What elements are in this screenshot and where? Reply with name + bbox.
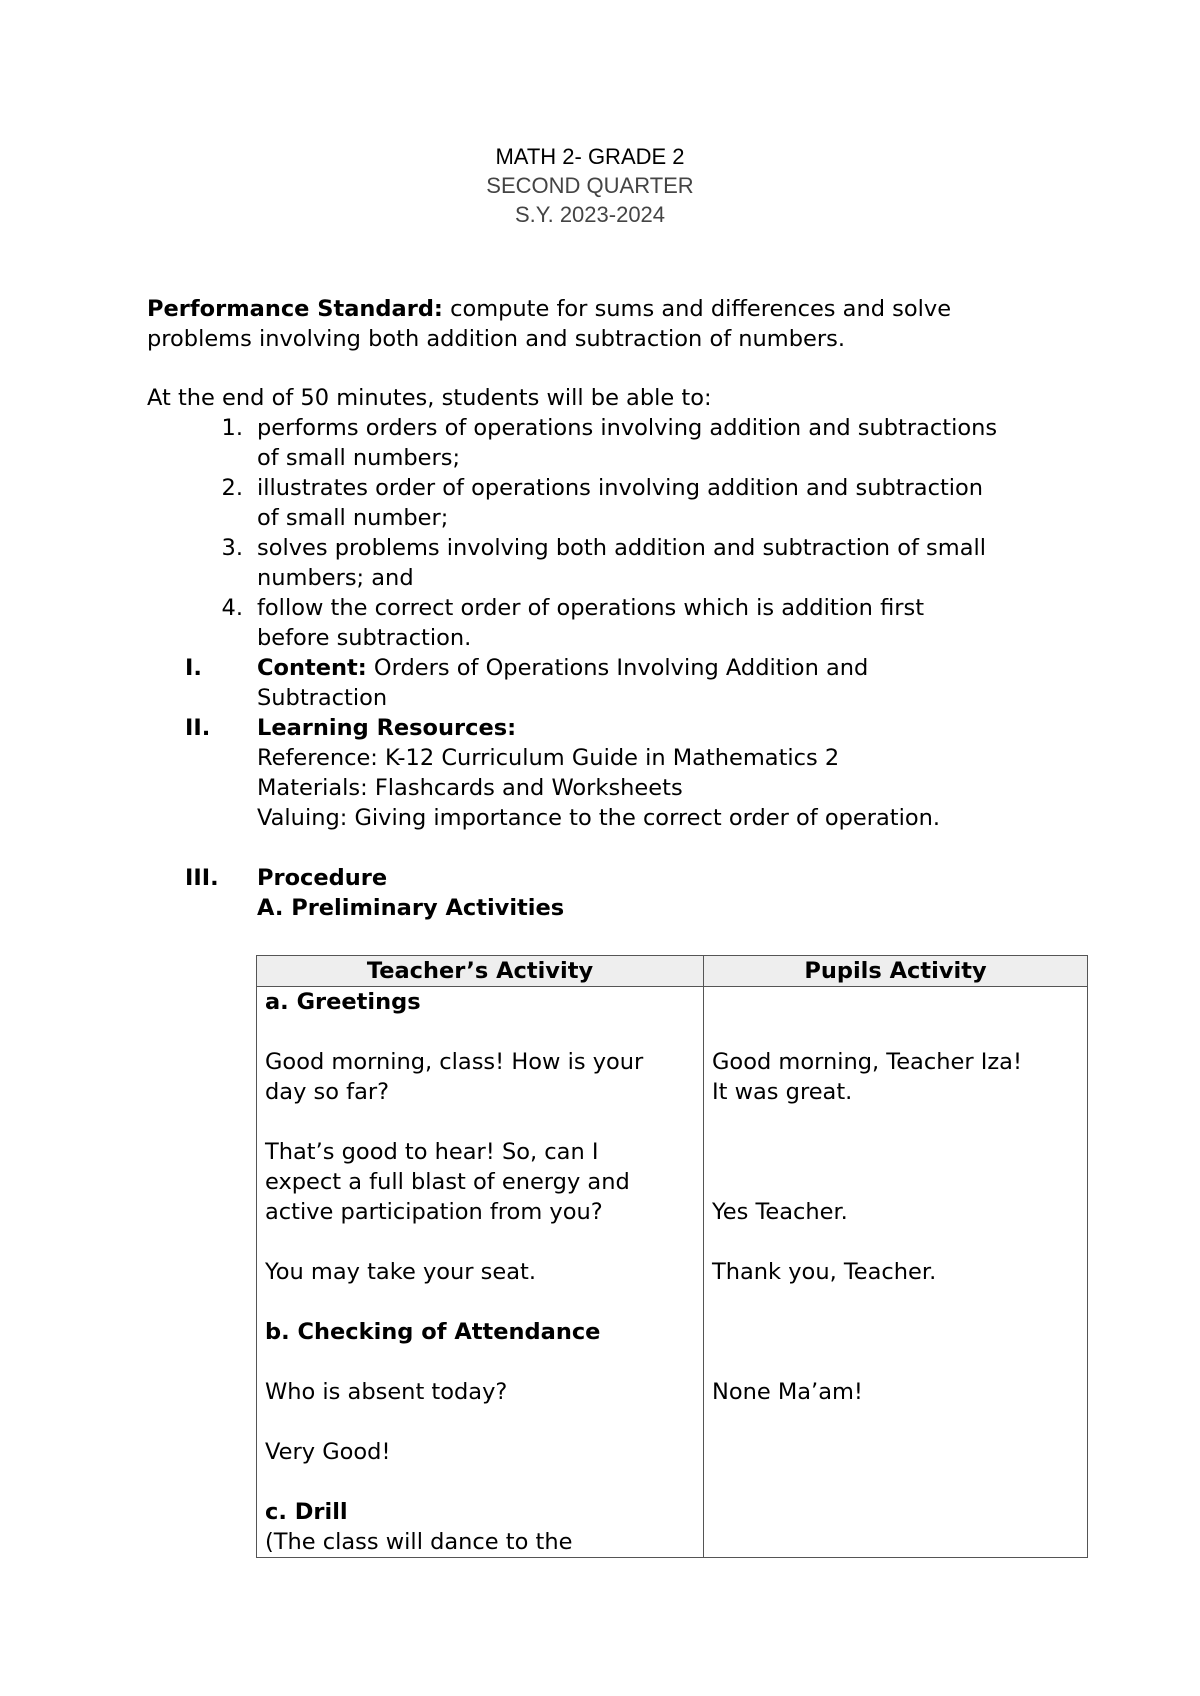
objective-line: before subtraction. [257, 625, 472, 651]
teacher-line [265, 1407, 695, 1437]
objective-number: 2. [221, 475, 243, 501]
pupil-line [712, 1467, 1079, 1497]
pupil-line: Yes Teacher. [712, 1199, 848, 1225]
teacher-line [265, 1107, 695, 1137]
pupil-line [712, 1137, 1079, 1167]
objective-line: illustrates order of operations involving addition and subtraction [257, 475, 984, 501]
procedure-subheading: A. Preliminary Activities [257, 895, 565, 921]
objectives-intro: At the end of 50 minutes, students will be able to: [147, 385, 712, 411]
content-text: Orders of Operations Involving Addition and [366, 655, 869, 681]
pupil-line [712, 1017, 1079, 1047]
teacher-line: Good morning, class! How is your [265, 1049, 644, 1075]
header-quarter: SECOND QUARTER [486, 173, 694, 198]
objective-line: of small number; [257, 505, 449, 531]
pupil-line [712, 1347, 1079, 1377]
pupil-line: Good morning, Teacher Iza! [712, 1049, 1022, 1075]
pupil-line [712, 1287, 1079, 1317]
pupils-activity-header: Pupils Activity [704, 956, 1088, 987]
activity-subheading: c. Drill [265, 1499, 348, 1525]
pupil-line [712, 1227, 1079, 1257]
header-school-year: S.Y. 2023-2024 [514, 202, 666, 227]
pupil-line: None Ma’am! [712, 1379, 863, 1405]
resources-reference: Reference: K-12 Curriculum Guide in Mathematics 2 [257, 745, 840, 771]
pupil-line [712, 987, 1079, 1017]
pupils-activity-cell [704, 987, 1088, 1558]
performance-label: Performance Standard: [147, 296, 443, 322]
teacher-line [265, 1227, 695, 1257]
pupil-line [712, 1107, 1079, 1137]
activity-subheading: b. Checking of Attendance [265, 1319, 601, 1345]
teacher-line: That’s good to hear! So, can I [265, 1139, 599, 1165]
performance-standard [147, 294, 1047, 354]
resources-label: Learning Resources: [257, 715, 517, 741]
objective-line: performs orders of operations involving addition and subtractions [257, 415, 998, 441]
content-line [257, 653, 1077, 683]
resources-valuing: Valuing: Giving importance to the correct order of operation. [257, 805, 941, 831]
header-title: MATH 2- GRADE 2 [495, 144, 685, 169]
teacher-line [265, 1347, 695, 1377]
objective-line: of small numbers; [257, 445, 461, 471]
pupil-line [712, 1317, 1079, 1347]
pupil-line [712, 1437, 1079, 1467]
teacher-line [265, 1287, 695, 1317]
teacher-line: Who is absent today? [265, 1379, 508, 1405]
table-header-row [257, 956, 1088, 987]
section-numeral: II. [185, 715, 211, 741]
teacher-activity-cell [257, 987, 704, 1558]
pupil-line [712, 1527, 1079, 1557]
section-numeral: III. [185, 865, 219, 891]
teacher-line: Very Good! [265, 1439, 391, 1465]
teacher-line [265, 1017, 695, 1047]
teacher-line: day so far? [265, 1079, 390, 1105]
pupil-line [712, 1497, 1079, 1527]
teacher-line: active participation from you? [265, 1199, 603, 1225]
document-header [0, 142, 1180, 229]
pupil-line [712, 1167, 1079, 1197]
teacher-line [265, 1467, 695, 1497]
procedure-label: Procedure [257, 865, 388, 891]
objective-line: follow the correct order of operations which is addition first [257, 595, 925, 621]
content-text-continued: Subtraction [257, 685, 388, 711]
pupil-line: Thank you, Teacher. [712, 1259, 937, 1285]
performance-text: compute for sums and differences and solve problems involving both addition and subtraction of numbers. [147, 296, 952, 352]
activity-subheading: a. Greetings [265, 989, 421, 1015]
table-row [257, 987, 1088, 1558]
activity-table [256, 955, 1088, 1558]
objective-line: numbers; and [257, 565, 414, 591]
objective-number: 4. [221, 595, 243, 621]
teacher-line: You may take your seat. [265, 1259, 537, 1285]
objective-line: solves problems involving both addition and subtraction of small [257, 535, 986, 561]
pupil-line: It was great. [712, 1079, 853, 1105]
teacher-activity-header: Teacher’s Activity [257, 956, 704, 987]
objective-number: 1. [221, 415, 243, 441]
pupil-line [712, 1407, 1079, 1437]
resources-materials: Materials: Flashcards and Worksheets [257, 775, 683, 801]
section-numeral: I. [185, 655, 202, 681]
content-label: Content: [257, 655, 367, 681]
teacher-line: (The class will dance to the [265, 1529, 573, 1555]
objective-number: 3. [221, 535, 243, 561]
teacher-line: expect a full blast of energy and [265, 1169, 630, 1195]
